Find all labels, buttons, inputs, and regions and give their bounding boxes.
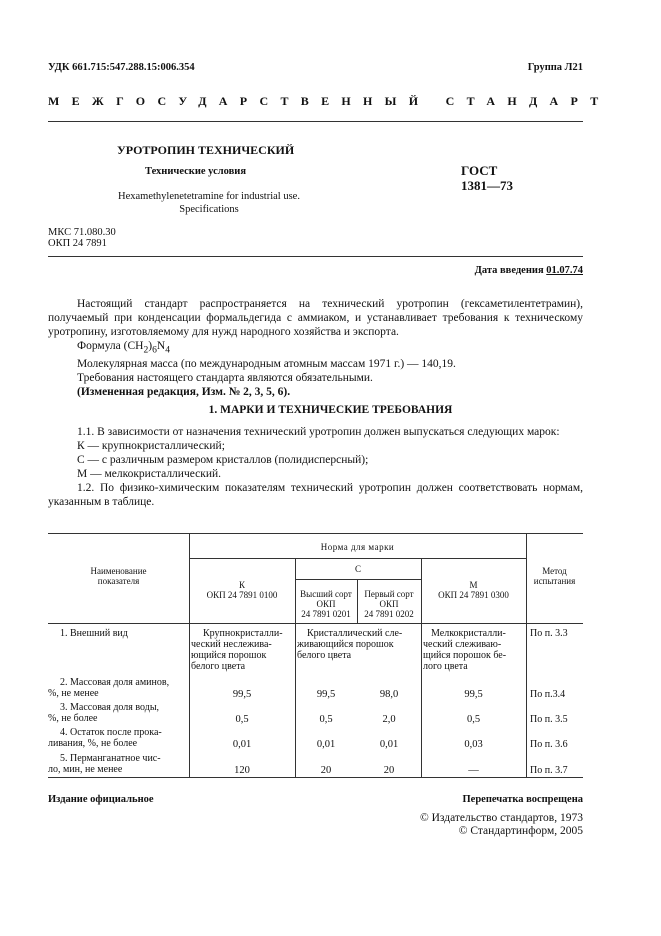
- r1c-l2: живающийся порошок: [297, 639, 394, 650]
- mandatory-note: Требования настоящего стандарта являются обязательными.: [77, 372, 373, 385]
- copyright: [420, 812, 583, 838]
- okp-code: ОКП 24 7891: [48, 238, 107, 249]
- c1-line3: 24 7891 0201: [301, 609, 351, 619]
- c2-line1: Первый сорт: [364, 589, 414, 599]
- table-row-5-c2: 20: [383, 765, 395, 776]
- standard-type: МЕЖГОСУДАРСТВЕННЫЙ СТАНДАРТ: [48, 94, 611, 108]
- formula-sub-1: 2: [143, 344, 149, 356]
- col-header-method: [526, 566, 583, 586]
- clause-1-1: 1.1. В зависимости от назначения технический уротропин должен выпускаться следующих марок:: [77, 426, 560, 438]
- grade-m: М — мелкокристаллический.: [77, 468, 221, 480]
- c1-line2: ОКП: [316, 599, 336, 609]
- document-subtitle: Технические условия: [145, 166, 247, 177]
- col-header-name-line2: показателя: [97, 576, 140, 586]
- c2-line3: 24 7891 0202: [364, 609, 414, 619]
- r1k-l3: ющийся порошок: [191, 650, 267, 661]
- table-row-1-c: [297, 628, 420, 661]
- c2-line2: ОКП: [379, 599, 399, 609]
- english-title: [111, 190, 307, 216]
- grade-c: С — с различным размером кристаллов (полидисперсный);: [77, 454, 369, 466]
- mks-code: МКС 71.080.30: [48, 227, 116, 238]
- table-row-5-k: 120: [234, 765, 250, 776]
- table-row-5-m: —: [468, 765, 479, 776]
- udk-code: УДК 661.715:547.288.15:006.354: [48, 62, 195, 73]
- table-row-2-c1: 99,5: [316, 689, 336, 700]
- table-row-4-method: По п. 3.6: [530, 739, 568, 750]
- r3-name-l1: 3. Массовая доля воды,: [60, 702, 160, 713]
- r1k-l4: белого цвета: [191, 661, 246, 672]
- method-line1: Метод: [542, 566, 567, 576]
- classification-codes: [48, 227, 116, 249]
- col-header-m: [421, 580, 526, 600]
- k-label: К: [238, 580, 245, 590]
- table-row-4-c1: 0,01: [316, 739, 336, 750]
- r1c-l3: белого цвета: [297, 650, 352, 661]
- reprint-prohibited: Перепечатка воспрещена: [462, 794, 583, 805]
- english-title-line2: Specifications: [179, 204, 239, 215]
- table-row-1-m: [423, 628, 525, 672]
- r4-name-l1: 4. Остаток после прока-: [60, 727, 162, 738]
- table-row-4-m: 0,03: [464, 739, 483, 750]
- molecular-mass: Молекулярная масса (по международным атомным массам 1971 г.) — 140,19.: [77, 358, 456, 371]
- formula-sub-3: 4: [165, 344, 171, 356]
- table-header-bottom-border: [48, 623, 583, 624]
- section1-text: [48, 425, 583, 509]
- copyright-line2: © Стандартинформ, 2005: [458, 825, 583, 837]
- intro-paragraph: Настоящий стандарт распространяется на технический уротропин (гексаметилентетрамин), получаемый при конденсации формальдегида с аммиаком, и устанавливает требования к техническому уротропину, изготовляемому для нужд народного хозяйства и экспорта.: [48, 298, 583, 338]
- r1m-l3: щийся порошок бе-: [423, 650, 507, 661]
- table-row-2-name: [48, 677, 189, 699]
- header-divider: [48, 121, 583, 122]
- r3-name-l2: %, не более: [48, 713, 98, 724]
- copyright-line1: © Издательство стандартов, 1973: [419, 812, 583, 824]
- r5-name-l1: 5. Перманганатное чис-: [60, 753, 161, 764]
- table-row-3-m: 0,5: [466, 714, 481, 725]
- m-label: М: [469, 580, 478, 590]
- r1m-l2: ческий слеживаю-: [423, 639, 502, 650]
- table-top-border: [48, 533, 583, 534]
- formula-n: N: [156, 340, 166, 352]
- r1m-l1: Мелкокристалли-: [431, 628, 506, 639]
- effective-date: [475, 265, 583, 276]
- col-header-name-line1: Наименование: [90, 566, 147, 576]
- table-row-2-m: 99,5: [464, 689, 483, 700]
- table-row-2-k: 99,5: [232, 689, 252, 700]
- table-row-5-name: [48, 753, 189, 775]
- gost-number: 1381—73: [461, 178, 513, 193]
- formula-line: [48, 339, 583, 357]
- norm-header-divider: [189, 558, 526, 559]
- table-row-3-c2: 2,0: [382, 714, 396, 725]
- r4-name-l2: ливания, %, не более: [48, 738, 138, 749]
- title-divider: [48, 256, 583, 257]
- table-row-2-c2: 98,0: [379, 689, 399, 700]
- col-header-norm: Норма для марки: [320, 542, 395, 552]
- table-row-5-c1: 20: [320, 765, 332, 776]
- table-row-4-k: 0,01: [232, 739, 252, 750]
- formula-sub-2: 6: [152, 344, 157, 356]
- table-bottom-border: [48, 777, 583, 778]
- formula-mid: ): [148, 340, 153, 352]
- official-edition: Издание официальное: [48, 794, 154, 805]
- method-line2: испытания: [533, 576, 576, 586]
- table-row-1-name: 1. Внешний вид: [60, 628, 128, 639]
- table-row-3-k: 0,5: [235, 714, 249, 725]
- table-row-1-method: По п. 3.3: [530, 628, 568, 639]
- grade-k: К — крупнокристаллический;: [77, 440, 225, 452]
- table-row-4-c2: 0,01: [379, 739, 399, 750]
- date-label: Дата введения: [474, 265, 544, 276]
- section-heading: 1. МАРКИ И ТЕХНИЧЕСКИЕ ТРЕБОВАНИЯ: [208, 404, 453, 416]
- amendment-note: (Измененная редакция, Изм. № 2, 3, 5, 6).: [77, 386, 291, 399]
- gost-label: ГОСТ: [461, 163, 498, 178]
- k-okp: ОКП 24 7891 0100: [206, 590, 278, 600]
- table-row-2-method: По п.3.4: [530, 689, 566, 700]
- table-row-4-name: [48, 727, 189, 749]
- formula-label: Формула (CH: [77, 340, 144, 352]
- table-row-3-c1: 0,5: [319, 714, 333, 725]
- c1-line1: Высший сорт: [300, 589, 352, 599]
- table-row-3-method: По п. 3.5: [530, 714, 568, 725]
- date-value: 01.07.74: [546, 265, 583, 276]
- r2-name-l2: %, не менее: [48, 688, 99, 699]
- r5-name-l2: ло, мин, не менее: [48, 764, 123, 775]
- col-header-c-first: [357, 589, 421, 619]
- m-okp: ОКП 24 7891 0300: [438, 590, 509, 600]
- group-code: Группа Л21: [527, 62, 583, 73]
- table-row-5-method: По п. 3.7: [530, 765, 568, 776]
- col-header-c: С: [354, 564, 361, 574]
- col-header-name: [48, 566, 189, 586]
- col-header-k: [189, 580, 295, 600]
- c-header-divider: [295, 579, 421, 580]
- r1k-l1: Крупнокристалли-: [203, 628, 283, 639]
- r1m-l4: лого цвета: [423, 661, 468, 672]
- document-title: УРОТРОПИН ТЕХНИЧЕСКИЙ: [117, 143, 295, 157]
- english-title-line1: Hexamethylenetetramine for industrial use.: [118, 191, 300, 202]
- col-header-c-higher: [295, 589, 357, 619]
- r1c-l1: Кристаллический сле-: [307, 628, 403, 639]
- r2-name-l1: 2. Массовая доля аминов,: [60, 677, 170, 688]
- table-row-3-name: [48, 702, 189, 724]
- clause-1-2: 1.2. По физико-химическим показателям технический уротропин должен соответствовать нормам, указанным в таблице.: [48, 482, 583, 508]
- r1k-l2: ческий неслежива-: [191, 639, 272, 650]
- gost-designation: [461, 163, 513, 193]
- intro-section: [48, 297, 583, 399]
- table-row-1-k: [191, 628, 294, 672]
